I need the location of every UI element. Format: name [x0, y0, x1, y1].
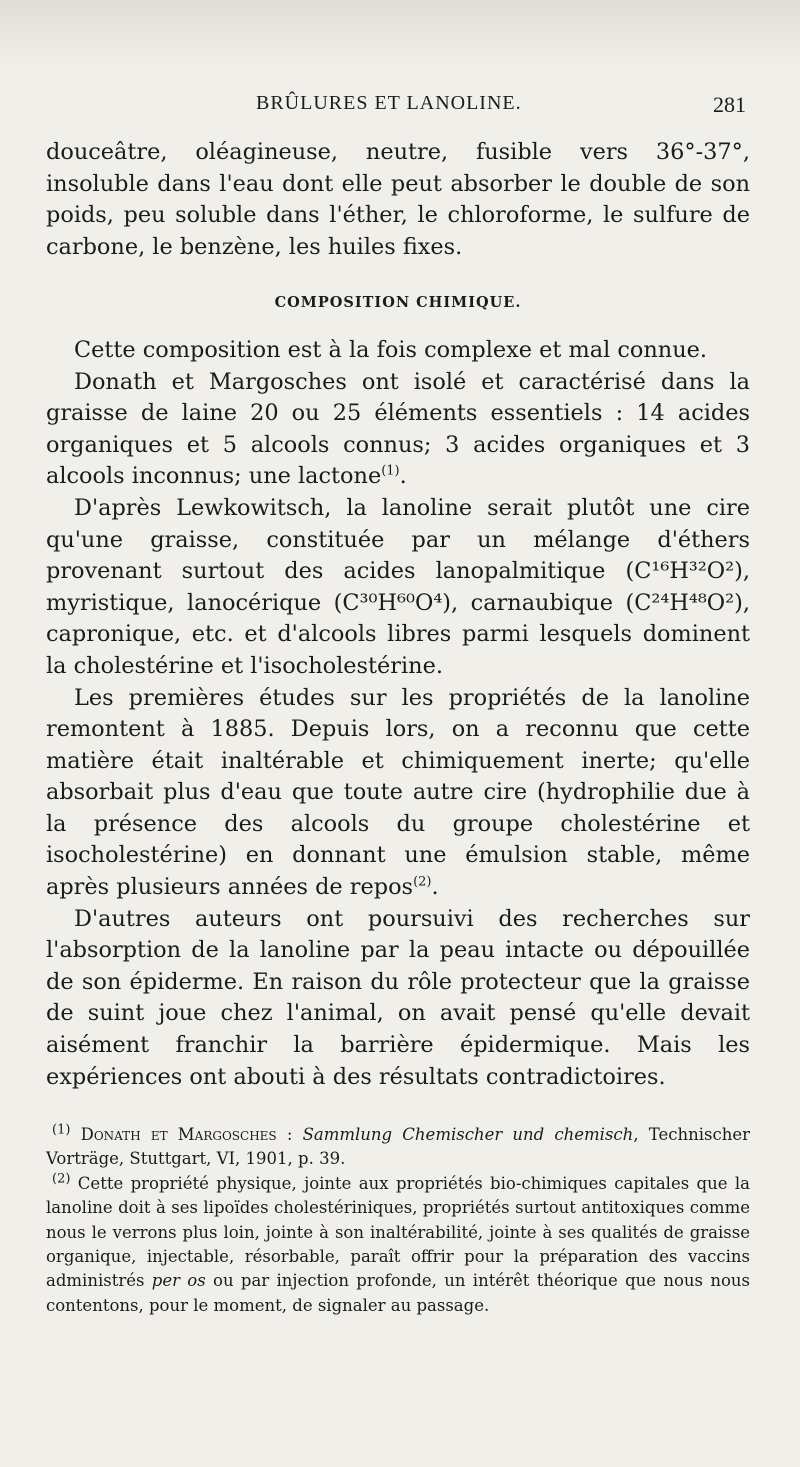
- paragraph-1: Cette composition est à la fois complexe et mal connue.: [74, 336, 707, 363]
- main-text: [46, 137, 750, 1093]
- paragraph-4-end: .: [431, 874, 439, 901]
- footnote-2-mark: (2): [52, 1171, 71, 1187]
- footnote-2-text2: ou par injection profonde, un intérêt théorique que nous nous contentons, pour le moment, de signaler au passage.: [46, 1271, 750, 1315]
- footnote-1-authors: Donath et Margosches: [80, 1125, 277, 1144]
- footnote-2: [46, 1172, 750, 1318]
- page-number: 281: [713, 92, 746, 117]
- footnote-1-work: Sammlung Chemischer und chemisch: [302, 1125, 634, 1144]
- footnote-2-text: Cette propriété physique, jointe aux propriétés bio-chimiques capitales que la lanoline doit à ses lipoïdes cholestériniques, propriétés surtout antitoxiques comme nous le verrons plus loin, jointe à son inaltérabilité, jointe à ses qualités de graisse organique, injectable, résorbable, paraît offrir pour la préparation des vaccins administrés: [46, 1173, 750, 1291]
- footnote-2-italic: per os: [151, 1271, 206, 1291]
- footnote-1: [46, 1123, 750, 1172]
- paragraph-4-text: Les premières études sur les propriétés de la lanoline remontent à 1885. Depuis lors, on a reconnu que cette matière était inaltérable et chimiquement inerte; qu'elle absorbait plus d'eau que toute autre cire (hydrophilie due à la présence des alcools du groupe cholestérine et isocholestérine) en donnant une émulsion stable, même après plusieurs années de repos: [46, 684, 750, 901]
- scan-edge: [0, 0, 800, 70]
- paragraph-continuation: douceâtre, oléagineuse, neutre, fusible vers 36°-37°, insoluble dans l'eau dont elle peut absorber le double de son poids, peu soluble dans l'éther, le chloroforme, le sulfure de carbone, le benzène, les huiles fixes.: [46, 139, 750, 260]
- paragraph-2: [46, 367, 750, 493]
- paragraph-4: [46, 683, 750, 904]
- footnote-ref-1: (1): [381, 463, 400, 479]
- footnote-1-sep: :: [276, 1125, 303, 1144]
- paragraph-2-text: Donath et Margosches ont isolé et caractérisé dans la graisse de laine 20 ou 25 éléments essentiels : 14 acides organiques et 5 alcools connus; 3 acides organiques et 3 alcools inconnus; une lactone: [46, 368, 750, 490]
- footnote-1-rest: , Technischer Vorträge, Stuttgart, VI, 1901, p. 39.: [46, 1125, 750, 1169]
- running-header: [46, 92, 746, 126]
- footnotes: [46, 1123, 750, 1318]
- running-title: BRÛLURES ET LANOLINE.: [256, 92, 522, 114]
- paragraph-2-end: .: [399, 463, 407, 490]
- paragraph-3: D'après Lewkowitsch, la lanoline serait plutôt une cire qu'une graisse, constituée par un mélange d'éthers provenant surtout des acides lanopalmitique (C¹⁶H³²O²), myristique, lanocérique (C³⁰H⁶⁰O⁴), carnaubique (C²⁴H⁴⁸O²), capronique, etc. et d'alcools libres parmi lesquels dominent la cholestérine et l'isocholestérine.: [46, 494, 750, 679]
- section-title: COMPOSITION CHIMIQUE.: [274, 294, 522, 312]
- footnote-ref-2: (2): [413, 874, 432, 890]
- footnote-1-mark: (1): [52, 1122, 71, 1138]
- paragraph-5: D'autres auteurs ont poursuivi des recherches sur l'absorption de la lanoline par la peau intacte ou dépouillée de son épiderme. En raison du rôle protecteur que la graisse de suint joue chez l'animal, on avait pensé qu'elle devait aisément franchir la barrière épidermique. Mais les expériences ont abouti à des résultats contradictoires.: [46, 905, 750, 1090]
